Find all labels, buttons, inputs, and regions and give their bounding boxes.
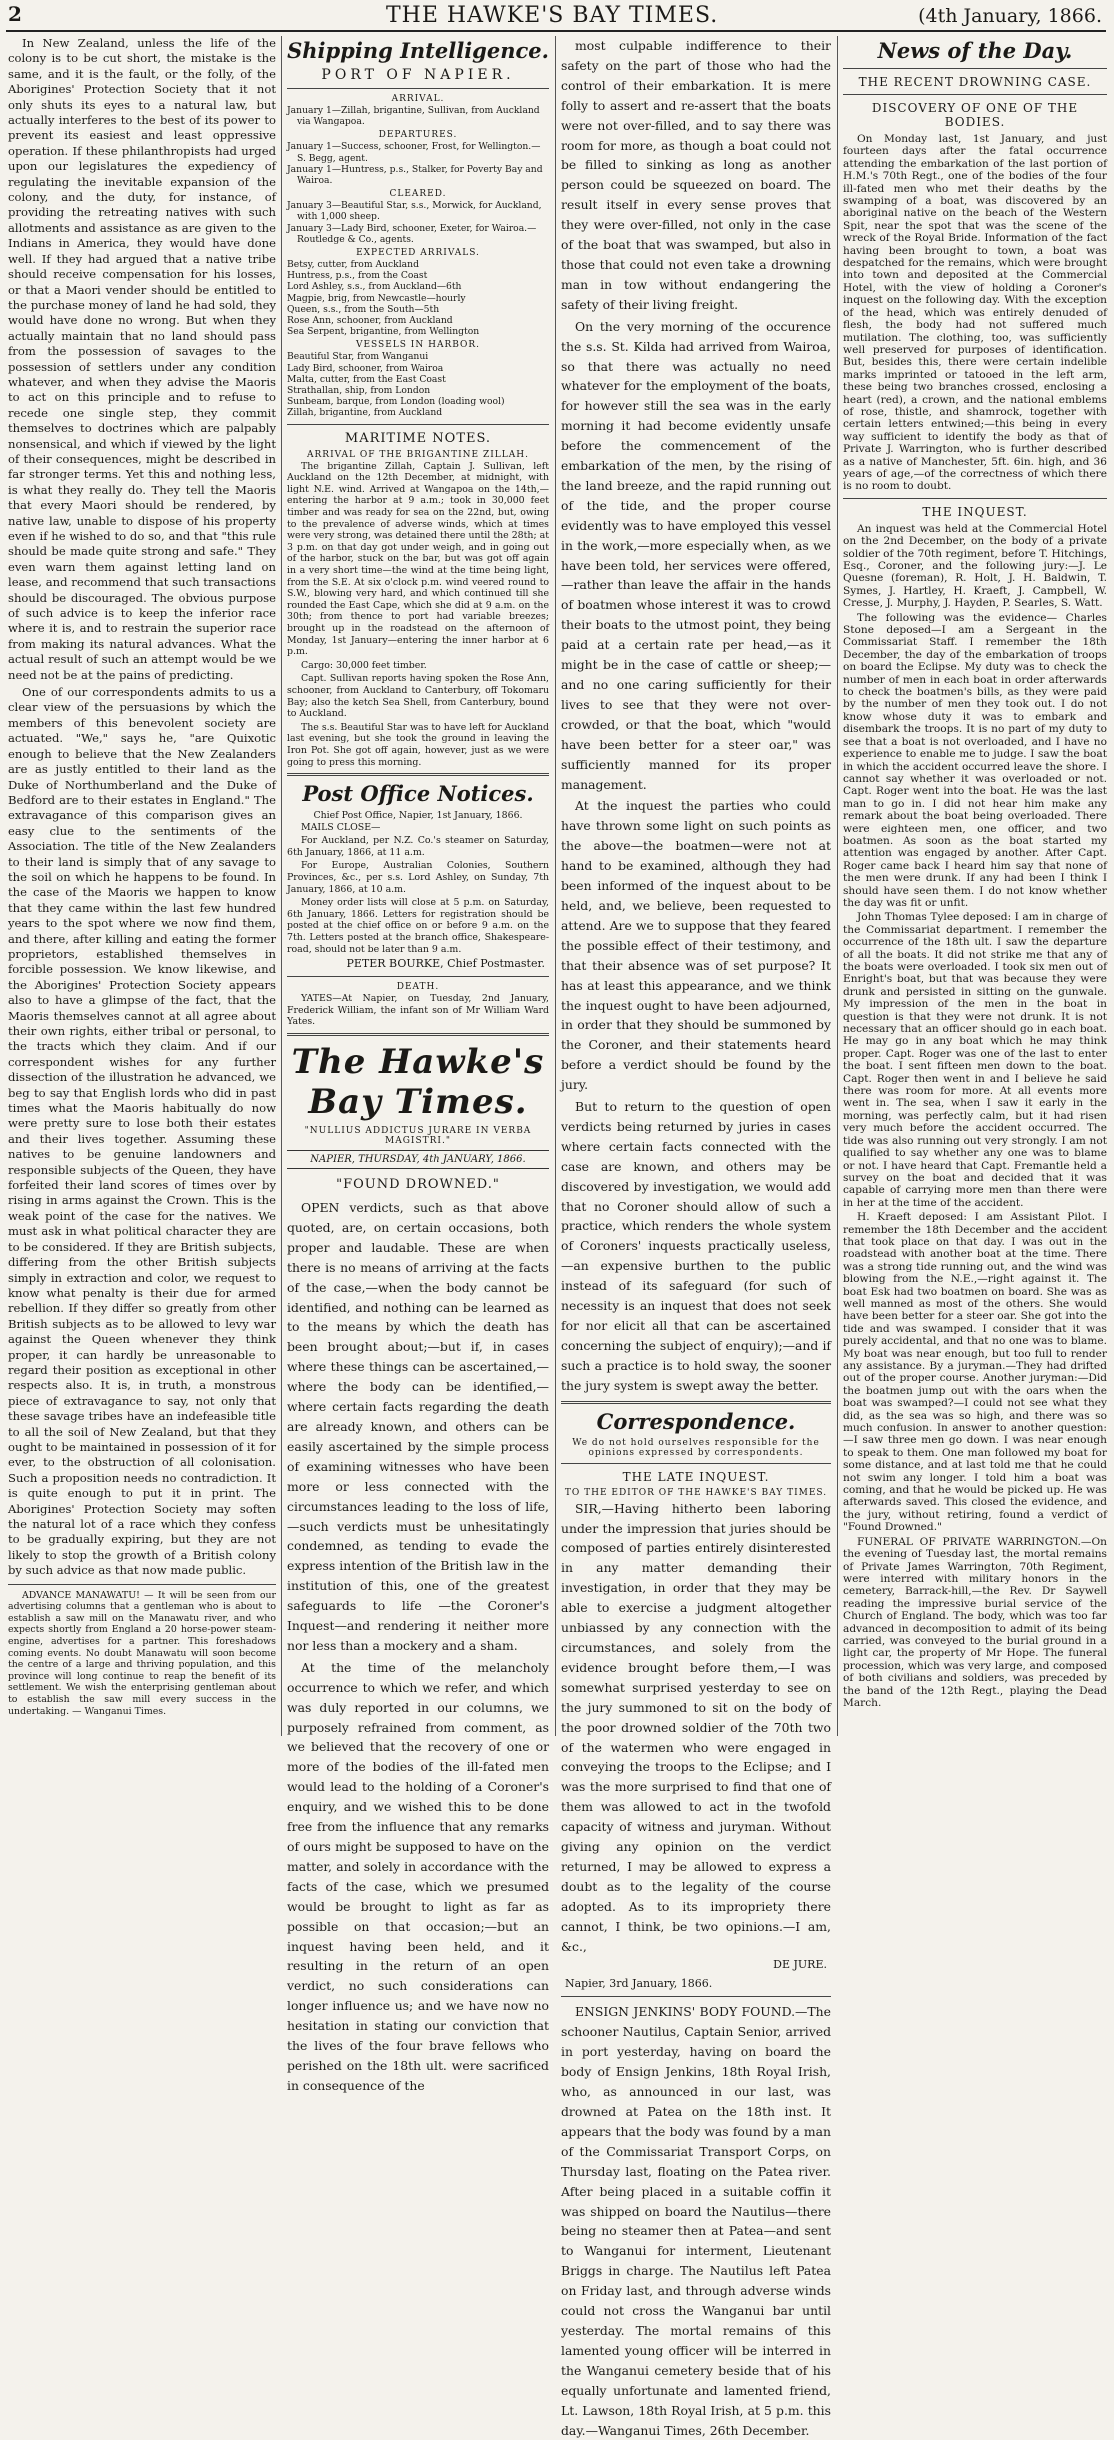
paragraph: OPEN verdicts, such as that above quoted, are, on certain occasions, both proper and laudable. These are when there is no means of arriving at the facts of the case,—when the body cannot be identified, and nothing can be learned as to the means by which the death has been brought about;—but if, in cases where these things can be ascertained,—where the body can be identified,—where certain facts regarding the death are already known, and others can be easily ascertained by the simple process of examining witnesses who have been more or less connected with the circumstances leading to the loss of life, —such verdicts must be unhesitatingly condemned, as tending to evade the express intention of the British law in the institution of this, one of the greatest safeguards to life —the Coroner's Inquest—and rendering it neither more nor less than a mockery and a sham.: [287, 1200, 549, 1653]
letter-title: THE LATE INQUEST.: [622, 1469, 770, 1484]
list-item: Malta, cutter, from the East Coast: [287, 373, 446, 385]
paragraph: SIR,—Having hitherto been laboring under the impression that juries should be composed of parties entirely disinterested in any matter demanding their investigation, in order that they may be able to exercise a judgment altogether unbiassed by any connection with the circumstances, and solely from the evidence brought before them,—I was somewhat surprised yesterday to see on the jury summoned to sit on the body of the poor drowned soldier of the 70th two of the watermen who were engaged in conveying the troops to the Eclipse; and I was the more surprised to find that one of them was allowed to act in the twofold capacity of witness and juryman. Without giving any opinion on the verdict returned, I may be allowed to express a doubt as to the legality of the course adopted. As to its impropriety there cannot, I think, be two opinions.—I am, &c.,: [561, 1500, 831, 1954]
disclaimer: We do not hold ourselves responsible for the opinions expressed by correspondents.: [572, 1437, 820, 1458]
dateline: NAPIER, THURSDAY, 4th JANUARY, 1866.: [287, 1150, 549, 1169]
section-heading: Post Office Notices.: [302, 781, 534, 807]
subheading: DEATH.: [396, 982, 440, 993]
paragraph: At the inquest the parties who could have thrown some light on such points as the above—the boatmen—were not at hand to be examined, although they had been informed of the inquest about to be held, and, we believe, been requested to attend. Are we to suppose that they feared the possible effect of their testimony, and that their absence was of set purpose? It has at least this appearance, and we think the inquest ought to have been adjourned, in order that they should be summoned by the Coroner, and their statements heard before a verdict should be found by the jury.: [561, 798, 831, 1093]
paragraph: FUNERAL OF PRIVATE WARRINGTON.—On the evening of Tuesday last, the mortal remains of Private James Warrington, 70th Regiment, were interred with military honors in the cemetery, Barrack-hill,—the Rev. Dr Saywell reading the impressive burial service of the Church of England. The body, which was too far advanced in decomposition to admit of its being carried, was conveyed to the burial ground in a light car, the property of Mr Hope. The funeral procession, which was very large, and composed of both civilians and soldiers, was preceded by the band of the 12th Regt., playing the Dead March.: [843, 1535, 1107, 1709]
list-item: Betsy, cutter, from Auckland: [287, 259, 419, 271]
page-number: 2: [8, 2, 22, 26]
letter-date: Napier, 3rd January, 1866.: [565, 1977, 713, 1991]
list-item: Magpie, brig, from Newcastle—hourly: [287, 292, 466, 304]
divider: [843, 94, 1107, 95]
divider: [843, 498, 1107, 499]
paragraph: Capt. Sullivan reports having spoken the Rose Ann, schooner, from Auckland to Canterbury, off Tokomaru Bay; also the ketch Sea Shell, from Canterbury, bound to Auckland.: [287, 673, 549, 720]
issue-date: (4th January, 1866.: [918, 5, 1102, 27]
signature: PETER BOURKE, Chief Postmaster.: [346, 957, 545, 971]
column-rule: [555, 36, 556, 1736]
list-item: Sunbeam, barque, from London (loading wool): [287, 396, 505, 408]
article-title: THE RECENT DROWNING CASE.: [858, 75, 1092, 89]
list-item: Queen, s.s., from the South—5th: [287, 303, 440, 315]
port-heading: PORT OF NAPIER.: [321, 67, 515, 83]
article-title: "FOUND DROWNED.": [336, 1177, 500, 1193]
list-item: January 1—Success, schooner, Frost, for Wellington.—S. Begg, agent.: [287, 141, 541, 164]
paragraph: At the time of the melancholy occurrence to which we refer, and which was duly reported in our columns, we purposely refrained from comment, as we believed that the recovery of one or more of the bodies of the ill-fated men would lead to the holding of a Coroner's enquiry, and we wished this to be done free from the influence that any remarks of ours might be supposed to have on the matter, and solely in accordance with the facts of the case, which we presumed would be brought to light as far as possible on that occasion;—but an inquest having been held, and it resulting in the return of an open verdict, no such considerations can longer influence us; and we have now no hesitation in stating our conviction that the lives of the four brave fellows who perished on the 18th ult. were sacrificed in consequence of the: [287, 1659, 549, 2093]
masthead: [6, 0, 1106, 32]
paragraph: But to return to the question of open verdicts being returned by juries in cases where certain facts connected with the case are known, and others may be discovered by investigation, we would add that no Coroner should allow of such a practice, which renders the whole system of Coroners' inquests practically useless,—an expensive burthen to the public instead of its safeguard (for such of necessity is an inquest that does not seek for nor elicit all that can be ascertained concerning the subject of enquiry);—and if such a practice is to hold sway, the sooner the jury system is swept away the better.: [561, 1099, 831, 1393]
column-1: [8, 36, 276, 1736]
paragraph: Money order lists will close at 5 p.m. on Saturday, 6th January, 1866. Letters for registration should be posted at the chief office on or before 9 a.m. on the 7th. Letters posted at the branch office, Shakespeare-road, should not be later than 9 a.m.: [287, 897, 549, 955]
divider: [561, 1401, 831, 1404]
list-item: January 1—Huntress, p.s., Stalker, for Poverty Bay and Wairoa.: [287, 163, 543, 187]
divider: [287, 976, 549, 977]
list-item: Lady Bird, schooner, from Wairoa: [287, 362, 444, 374]
post-office-dateline: Chief Post Office, Napier, 1st January, 1866.: [313, 810, 523, 822]
subheading: CLEARED.: [389, 189, 447, 200]
inner-masthead: The Hawke's Bay Times.: [291, 1042, 545, 1123]
paragraph: The following was the evidence— Charles Stone deposed—I am a Sergeant in the Commissariat Staff. I remember the 18th December, the day of the embarkation of troops on board the Eclipse. My duty was to check the number of men in each boat in order afterwards to check the boatmen's bills, as they were paid by the number of men they took out. I do not know whose duty it was to embark and disembark the troops. It is no part of my duty to see that a boat is not overloaded, and I have no experience to enable me to judge. I saw the boat in which the accident occurred leave the shore. I cannot say whether it was overloaded or not. Capt. Roger went into the boat. He was the last man to go in. I did not hear him make any remark about the boat being overloaded. There were eighteen men, one officer, and two boatmen. As soon as the boat started my attention was engaged by another. After Capt. Roger came back I heard him say that none of the men were drunk. If any had been I think I should have seen them. I do not know whether the day was fit or unfit.: [843, 611, 1107, 909]
divider: [287, 424, 549, 425]
paragraph: For Auckland, per N.Z. Co.'s steamer on Saturday, 6th January, 1866, at 11 a.m.: [287, 835, 549, 858]
paragraph: YATES—At Napier, on Tuesday, 2nd January, Frederick William, the infant son of Mr William Ward Yates.: [287, 993, 549, 1028]
subheading: DEPARTURES.: [378, 130, 458, 141]
paragraph: One of our correspondents admits to us a clear view of the persuasions by which the members of this benevolent society are actuated. "We," says he, "are Quixotic enough to believe that the New Zealanders are as justly entitled to their land as the Duke of Northumberland and the Duke of Bedford are to their estates in England." The extravagance of this comparison gives an easy clue to the sentiments of the Association. The title of the New Zealanders to their land is simply that of any savage to the soil on which he happens to be found. In the case of the Maoris we happen to know that they came within the last few hundred years to the spot where we now find them, and there, after killing and eating the former proprietors, established themselves in forcible possession. We know likewise, and the Aborigines' Protection Society appears also to have a glimpse of the fact, that the Maoris themselves cannot at all agree about their own rights, either tribal or personal, to the tracts which they claim. And if our correspondent wishes for any further dissection of the illustration he advanced, we beg to say that English lords who did in past times what the Maoris habitually do now were pretty sure to lose both their estates and their lives together. Assuming these natives to be genuine landowners and responsible subjects of the Queen, they have forfeited their land scores of times over by rising in arms against the Crown. This is the weak point of the case for the natives. We must ask in what political character they are to be considered. If they are British subjects, differing from the other British subjects simply in extraction and color, we request to know what penalty is their due for armed rebellion. If they differ so greatly from other British subjects as to be allowed to levy war against the Queen whenever they think proper, it can hardly be unreasonable to regard their position as exceptional in other respects also. It is, in truth, a monstrous piece of extravagance to say, not only that these savage tribes have an indefeasible title to all the soil of New Zealand, but that they ought to be maintained in possession of it for ever, to the obstruction of all colonisation. Such a proposition needs no contradiction. It is quite enough to put it in print. The Aborigines' Protection Society may soften the natural lot of a race which they confess to be gradually expiring, but they are not likely to stop the growth of a British colony by such advice as that now made public.: [8, 685, 276, 1578]
letter-signature: DE JURE.: [773, 1958, 827, 1972]
paragraph: MAILS CLOSE—: [301, 821, 381, 833]
paragraph: The brigantine Zillah, Captain J. Sullivan, left Auckland on the 12th December, at midnight, with light N.E. wind. Arrived at Wangapoa on the 14th,—entering the harbor at 9 a.m.; took in 30,000 feet timber and was ready for sea on the 22nd, but, owing to the prevalence of adverse winds, which at times were very strong, was detained there until the 28th; at 3 p.m. on that day got under weigh, and in going out of the harbor, stuck on the bar, but was got off again in a very short time—the wind at the time being light, from the S.E. At six o'clock p.m. wind veered round to S.W., blowing very hard, and which continued till she rounded the East Cape, which she did at 9 a.m. on the 30th; from thence to port had variable breezes; brought up in the roadstead on the afternoon of Monday, 1st January—entering the inner harbor at 6 p.m.: [287, 460, 549, 658]
newspaper-title: THE HAWKE'S BAY TIMES.: [386, 3, 719, 28]
column-4: [843, 36, 1107, 1736]
divider: [287, 773, 549, 776]
section-heading: News of the Day.: [877, 38, 1073, 63]
list-item: Strathallan, ship, from London: [287, 385, 431, 397]
letter-address: TO THE EDITOR OF THE HAWKE'S BAY TIMES.: [564, 1487, 828, 1498]
column-2: [287, 36, 549, 2093]
harbor-list: [287, 351, 549, 418]
subheading: ARRIVAL OF THE BRIGANTINE ZILLAH.: [307, 449, 529, 460]
departures-list: [287, 141, 549, 186]
list-item: Lord Ashley, s.s., from Auckland—6th: [287, 281, 462, 293]
paragraph: ADVANCE MANAWATU! — It will be seen from our advertising columns that a gentleman who is about to establish a saw mill on the Manawatu river, and who expects shortly from England a 20 horse-power steam-engine, advertises for a partner. This foreshadows coming events. No doubt Manawatu will soon become the centre of a large and thriving population, and this province will long continue to reap the benefit of its settlement. We wish the enterprising gentleman about to establish the saw mill every success in the undertaking. — Wanganui Times.: [8, 1589, 276, 1717]
divider: [561, 1996, 831, 1997]
divider: [287, 1033, 549, 1036]
section-heading: Correspondence.: [596, 1408, 796, 1434]
motto: "NULLIUS ADDICTUS JURARE IN VERBA MAGISTRI.": [304, 1126, 532, 1147]
article-subtitle: THE INQUEST.: [922, 504, 1028, 519]
expected-list: [287, 259, 549, 337]
subheading: ARRIVAL.: [391, 94, 445, 104]
paragraph: An inquest was held at the Commercial Hotel on the 2nd December, on the body of a private soldier of the 70th regiment, before T. Hitchings, Esq., Coroner, and the following jury:—J. Le Quesne (foreman), R. Holt, J. H. Baldwin, T. Symes, J. Hartley, H. Kraeft, J. Campbell, W. Cresse, J. Murphy, J. Hayden, P. Searles, S. Watt.: [843, 522, 1107, 610]
list-item: January 3—Lady Bird, schooner, Exeter, for Wairoa.—Routledge & Co., agents.: [287, 222, 537, 245]
list-item: January 1—Zillah, brigantine, Sullivan, from Auckland via Wangapoa.: [287, 105, 540, 128]
list-item: January 3—Beautiful Star, s.s., Morwick, for Auckland, with 1,000 sheep.: [287, 200, 542, 223]
paragraph: ENSIGN JENKINS' BODY FOUND.—The schooner Nautilus, Captain Senior, arrived in port yesterday, having on board the body of Ensign Jenkins, 18th Royal Irish, who, as announced in our last, was drowned at Patea on the 18th inst. It appears that the body was found by a man of the Commissariat Transport Corps, on Thursday last, floating on the Patea river. After being placed in a suitable coffin it was shipped on board the Nautilus—there being no steamer then at Patea—and sent to Wanganui for interment, Lieutenant Briggs in charge. The Nautilus left Patea on Friday last, and through adverse winds could not cross the Wanganui bar until yesterday. The mortal remains of this lamented young officer will be interred in the Wanganui cemetery beside that of his equally unfortunate and lamented friend, Lt. Lawson, 18th Royal Irish, at 5 p.m. this day.—Wanganui Times, 26th December.: [561, 2004, 831, 2438]
column-rule: [837, 36, 838, 1736]
paragraph: For Europe, Australian Colonies, Southern Provinces, &c., per s.s. Lord Ashley, on Sunday, 7th January, 1866, at 10 a.m.: [287, 860, 549, 895]
subheading: VESSELS IN HARBOR.: [355, 340, 481, 351]
paragraph: In New Zealand, unless the life of the colony is to be cut short, the mistake is the same, and it is the fault, or the folly, of the Aborigines' Protection Society that it not only shuts its eyes to a natural law, but actually interferes to the best of its power to prevent its easiest and least oppressive operation. If these philanthropists had urged upon our legislatures the expediency of regulating the inevitable expansion of the colony, and the duty, for instance, of providing the retreating natives with such allotments and assistance as are given to the Indians in America, they would have done well. If they had argued that a native tribe should receive compensation for his losses, or that a Maori vender should be entitled to the purchase money of land he had sold, they would have done no wrong. But when they actually maintain that no land should pass from the possession of savages to the possession of settlers under any condition whatever, and when they advise the Maoris to act on this principle and to refuse to recede one single step, they commit themselves to doctrines which are palpably nonsensical, and which if viewed by the light of their consequences, might be described in far stronger terms. Yet this and nothing less, is what they really do. They tell the Maoris that every Maori should be rendered, by native law, unable to dispose of his property even if he wished to do so, and that "this rule should be made quite strong and safe." They even warn them against letting land on lease, and recommend that such transactions should be discouraged. The obvious purpose of such advice is to keep the inferior race where it is, and to restrain the superior race from making its natural advances. What the actual result of such an attempt would be we need not be at the pains of predicting.: [8, 36, 276, 682]
list-item: Huntress, p.s., from the Coast: [287, 270, 428, 282]
article-subtitle: DISCOVERY OF ONE OF THE BODIES.: [871, 101, 1079, 129]
list-item: Beautiful Star, from Wanganui: [287, 351, 429, 363]
arrival-list: [287, 105, 549, 127]
cleared-list: [287, 200, 549, 245]
paragraph: On Monday last, 1st January, and just fourteen days after the fatal occurrence attending the embarkation of the last portion of H.M.'s 70th Regt., one of the bodies of the four ill-fated men who met their deaths by the swamping of a boat, was discovered by an aboriginal native on the beach of the Western Spit, near the spot that was the scene of the wreck of the Royal Bride. Information of the fact having been brought to town, a boat was despatched for the remains, which were brought into town and deposited at the Commercial Hotel, with the view of holding a Coroner's inquest on the following day. With the exception of the head, which was entirely denuded of flesh, the body had not suffered much mutilation. The clothing, too, was sufficiently well preserved for purposes of identification. But, besides this, there were certain indelible marks imprinted or tatooed in the left arm, these being two branches crossed, enclosing a heart (red), a crown, and the national emblems of rose, thistle, and shamrock, together with certain letters entwined;—this being in every way sufficient to identify the body as that of Private J. Warrington, who is further described as a native of Manchester, 5ft. 6in. high, and 36 years of age,—of the correctness of which there is no room to doubt.: [843, 133, 1107, 493]
divider: [561, 1463, 831, 1464]
divider: [287, 88, 549, 89]
list-item: Rose Ann, schooner, from Auckland: [287, 315, 453, 327]
section-heading: Shipping Intelligence.: [287, 38, 549, 63]
list-item: Sea Serpent, brigantine, from Wellington: [287, 326, 480, 338]
divider: [8, 1584, 276, 1585]
maritime-heading: MARITIME NOTES.: [344, 430, 492, 446]
column-rule: [281, 36, 282, 1736]
list-item: Zillah, brigantine, from Auckland: [287, 407, 443, 419]
paragraph: most culpable indifference to their safety on the part of those who had the control of their embarkation. It is mere folly to assert and re-assert that the boats were not over-filled, and to say there was room for more, as though a boat could not be filled to sinking as long as another person could be squeezed on board. The result itself in every sense proves that they were over-filled, not only in the case of the boat that was swamped, but also in those that could not even take a drowning man in tow without endangering the safety of their living freight.: [561, 38, 831, 312]
paragraph: John Thomas Tylee deposed: I am in charge of the Commissariat department. I remember the occurrence of the 18th ult. I saw the departure of all the boats. It did not strike me that any of the boats were overloaded. I took six men out of Enright's boat, but that was because they were drunk and persisted in sitting on the gunwale. My impression of the men in the boat in question is that they were not drunk. It is not necessary that an officer should go in each boat. He may go in any boat which he may think proper. Capt. Roger was one of the last to enter the boat. I sent fifteen men down to the boat. Capt. Roger then went in and I believe he said there was room for more. At all events more went in. The sea, when I saw it early in the morning, was perfectly calm, but it had risen very much before the accident occurred. The tide was also running out very strongly. I am not qualified to say whether any one was to blame or not. I have heard that Capt. Fremantle held a survey on the boat and decided that it was capable of carrying more men than there were in her at the time of the accident.: [843, 911, 1107, 1209]
paragraph: H. Kraeft deposed: I am Assistant Pilot. I remember the 18th December and the accident that took place on that day. I was out in the roadstead with another boat at the time. There was a strong tide running out, and the wind was blowing from the N.E.,—right against it. The boat Esk had two boatmen on board. She was as well manned as most of the others. She would have been better for a steer oar. She got into the tide and was swamped. I consider that it was purely accidental, and that no one was to blame. My boat was near enough, but too full to render any assistance. By a juryman.—They had drifted out of the proper course. Another juryman:—Did the boatmen jump out with the oars when the boat was swamped?—I could not see what they did, as the sea was so high, and there was so much confusion. In answer to another question:—I saw three men go down. I was near enough to speak to them. One man followed my boat for some distance, and at last told me that he could not swim any longer. I told him a boat was coming, and that he would be picked up. He was afterwards saved. This closed the evidence, and the jury, without retiring, found a verdict of "Found Drowned.": [843, 1211, 1107, 1534]
paragraph: Cargo: 30,000 feet timber.: [301, 659, 427, 671]
column-3: [561, 36, 831, 2438]
paragraph: On the very morning of the occurence the s.s. St. Kilda had arrived from Wairoa, so that there was actually no need whatever for the employment of the boats, for however still the sea was in the early morning it had become evidently unsafe before the commencement of the embarkation of the men, by the rising of the land breeze, and the rapid running out of the tide, and the proper course evidently was to have employed this vessel in the work,—more especially when, as we have been told, her services were offered,—rather than leave the affair in the hands of boatmen whose interest it was to crowd their boats to the utmost point, they being paid at a certain rate per head,—as it might be in the case of cattle or sheep;—and no one caring sufficiently for their lives to see that they were not over-crowded, or that the boat, which "would have been better for a steer oar," was sufficiently manned for its proper management.: [561, 318, 831, 792]
paragraph: The s.s. Beautiful Star was to have left for Auckland last evening, but she took the ground in leaving the Iron Pot. She got off again, however, just as we were going to press this morning.: [287, 721, 549, 768]
divider: [843, 68, 1107, 69]
subheading: EXPECTED ARRIVALS.: [356, 248, 480, 259]
